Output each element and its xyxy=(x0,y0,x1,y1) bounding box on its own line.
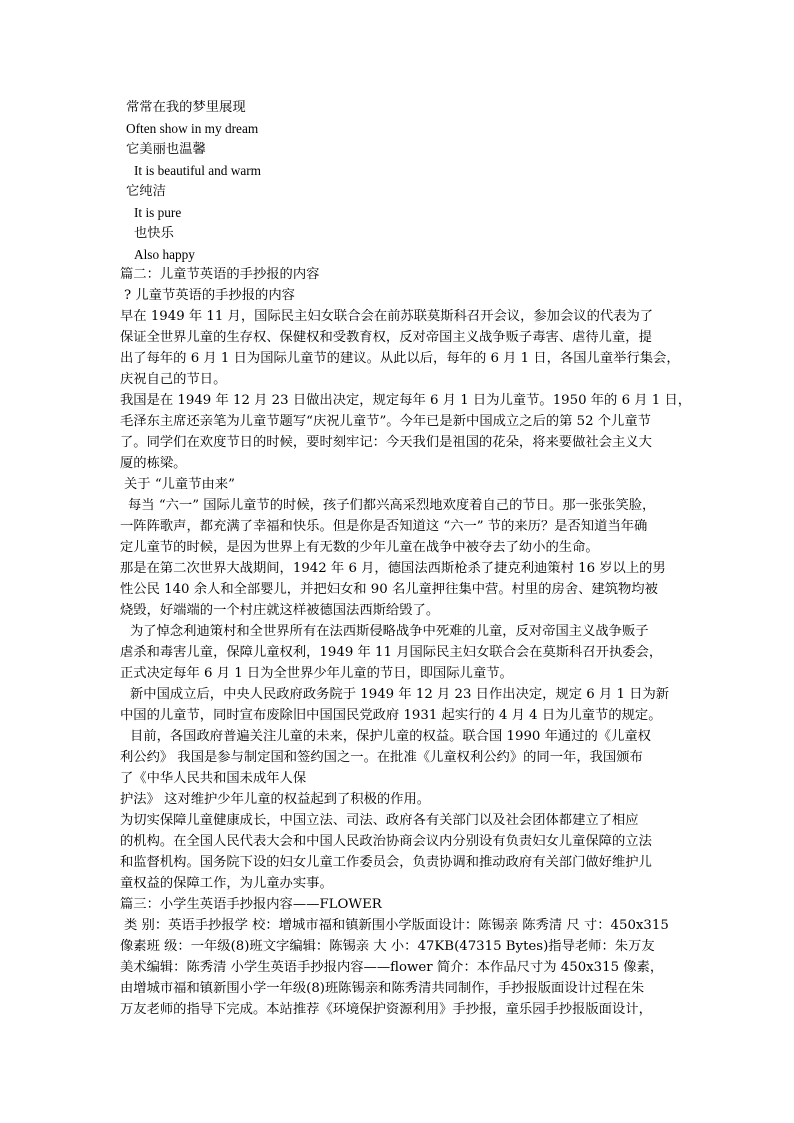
paragraph-line: 毛泽东主席还亲笔为儿童节题写“庆祝儿童节”。今年已是新中国成立之后的第 52 个儿童节 xyxy=(120,414,651,429)
paragraph-line: 的机构。在全国人民代表大会和中国人民政治协商会议内分别设有负责妇女儿童保障的立法 xyxy=(120,834,652,849)
poem-line-8: Also happy xyxy=(134,247,195,262)
paragraph-line: 我国是在 1949 年 12 月 23 日做出决定，规定每年 6 月 1 日为儿童节。1950 年的 6 月 1 日， xyxy=(120,393,692,408)
poem-line-2: Often show in my dream xyxy=(126,121,259,136)
poem-line-3: 它美丽也温馨 xyxy=(126,142,206,157)
poem-line-4: It is beautiful and warm xyxy=(134,163,262,178)
paragraph-line: 每当 “六一” 国际儿童节的时候，孩子们都兴高采烈地欢度着自己的节日。那一张张笑脸， xyxy=(128,498,656,513)
paragraph-line: 了《中华人民共和国未成年人保 xyxy=(120,771,307,786)
poem-line-6: It is pure xyxy=(134,205,182,220)
paragraph-line: 为了悼念利迪策村和全世界所有在法西斯侵略战争中死难的儿童，反对帝国主义战争贩子 xyxy=(130,624,649,639)
paragraph-line: 出了每年的 6 月 1 日为国际儿童节的建议。从此以后，每年的 6 月 1 日，各国儿童举行集会， xyxy=(120,351,680,366)
paragraph-line: 正式决定每年 6 月 1 日为全世界少年儿童的节日，即国际儿童节。 xyxy=(120,666,513,681)
paragraph-line: 万友老师的指导下完成。本站推荐《环境保护资源利用》手抄报，童乐园手抄报版面设计， xyxy=(120,1002,652,1017)
poem-line-1: 常常在我的梦里展现 xyxy=(126,100,246,115)
paragraph-line: 利公约》 我国是参与制定国和签约国之一。在批准《儿童权利公约》的同一年，我国颁布 xyxy=(120,750,643,765)
paragraph-line: 一阵阵歌声，都充满了幸福和快乐。但是你是否知道这 “六一” 节的来历？是否知道当年确 xyxy=(120,519,648,534)
paragraph-line: 由增城市福和镇新围小学一年级(8)班陈锡亲和陈秀清共同制作，手抄报版面设计过程在朱 xyxy=(120,981,645,996)
paragraph-line: 护法》 这对维护少年儿童的权益起到了积极的作用。 xyxy=(120,792,431,807)
paragraph-line: 了。同学们在欢度节日的时候，要时刻牢记：今天我们是祖国的花朵，将来要做社会主义大 xyxy=(120,435,652,450)
paragraph-line: 和监督机构。国务院下设的妇女儿童工作委员会，负责协调和推动政府有关部门做好维护儿 xyxy=(120,855,652,870)
paragraph-line: 中国的儿童节，同时宣布废除旧中国国民党政府 1931 起实行的 4 月 4 日为儿童节的规定。 xyxy=(120,708,662,723)
paragraph-line: 类 别：英语手抄报学 校：增城市福和镇新围小学版面设计：陈锡亲 陈秀清 尺 寸：450x315 xyxy=(124,918,669,933)
poem-line-7: 也快乐 xyxy=(134,226,174,241)
paragraph-line: 目前，各国政府普遍关注儿童的未来，保护儿童的权益。联合国 1990 年通过的《儿童权 xyxy=(130,729,651,744)
paragraph-line: 早在 1949 年 11 月，国际民主妇女联合会在前苏联莫斯科召开会议，参加会议的代表为了 xyxy=(120,309,654,324)
paragraph-line: 定儿童节的时候，是因为世界上有无数的少年儿童在战争中被夺去了幼小的生命。 xyxy=(120,540,599,555)
paragraph-line: 像素班 级：一年级(8)班文字编辑：陈锡亲 大 小：47KB(47315 Bytes)指导老师：朱万友 xyxy=(120,939,655,954)
section-heading-2: 篇二：儿童节英语的手抄报的内容 xyxy=(120,267,320,282)
paragraph-line: 新中国成立后，中央人民政府政务院于 1949 年 12 月 23 日作出决定，规定 6 月 1 日为新 xyxy=(130,687,670,702)
paragraph-line: 童权益的保障工作，为儿童办实事。 xyxy=(120,876,333,891)
section-heading-3: 篇三：小学生英语手抄报内容——FLOWER xyxy=(120,897,382,912)
paragraph-line: 保证全世界儿童的生存权、保健权和受教育权，反对帝国主义战争贩子毒害、虐待儿童，提 xyxy=(120,330,652,345)
paragraph-line: 虐杀和毒害儿童，保障儿童权利，1949 年 11 月国际民主妇女联合会在莫斯科召开执委会， xyxy=(120,645,663,660)
section-subheading: ? 儿童节英语的手抄报的内容 xyxy=(124,288,295,303)
paragraph-line: 为切实保障儿童健康成长，中国立法、司法、政府各有关部门以及社会团体都建立了相应 xyxy=(120,813,639,828)
poem-line-5: 它纯洁 xyxy=(126,184,166,199)
paragraph-line: 性公民 140 余人和全部婴儿，并把妇女和 90 名儿童押往集中营。村里的房舍、建筑物均被 xyxy=(120,582,658,597)
paragraph-line: 厦的栋梁。 xyxy=(120,456,187,471)
paragraph-line: 庆祝自己的节日。 xyxy=(120,372,227,387)
paragraph-line: 那是在第二次世界大战期间，1942 年 6 月，德国法西斯枪杀了捷克利迪策村 16 岁以上的男 xyxy=(120,561,666,576)
paragraph-line: 关于 “儿童节由来” xyxy=(124,477,235,492)
paragraph-line: 美术编辑：陈秀清 小学生英语手抄报内容——flower 简介：本作品尺寸为 450x315 像素， xyxy=(120,960,664,975)
paragraph-line: 烧毁，好端端的一个村庄就这样被德国法西斯给毁了。 xyxy=(120,603,440,618)
